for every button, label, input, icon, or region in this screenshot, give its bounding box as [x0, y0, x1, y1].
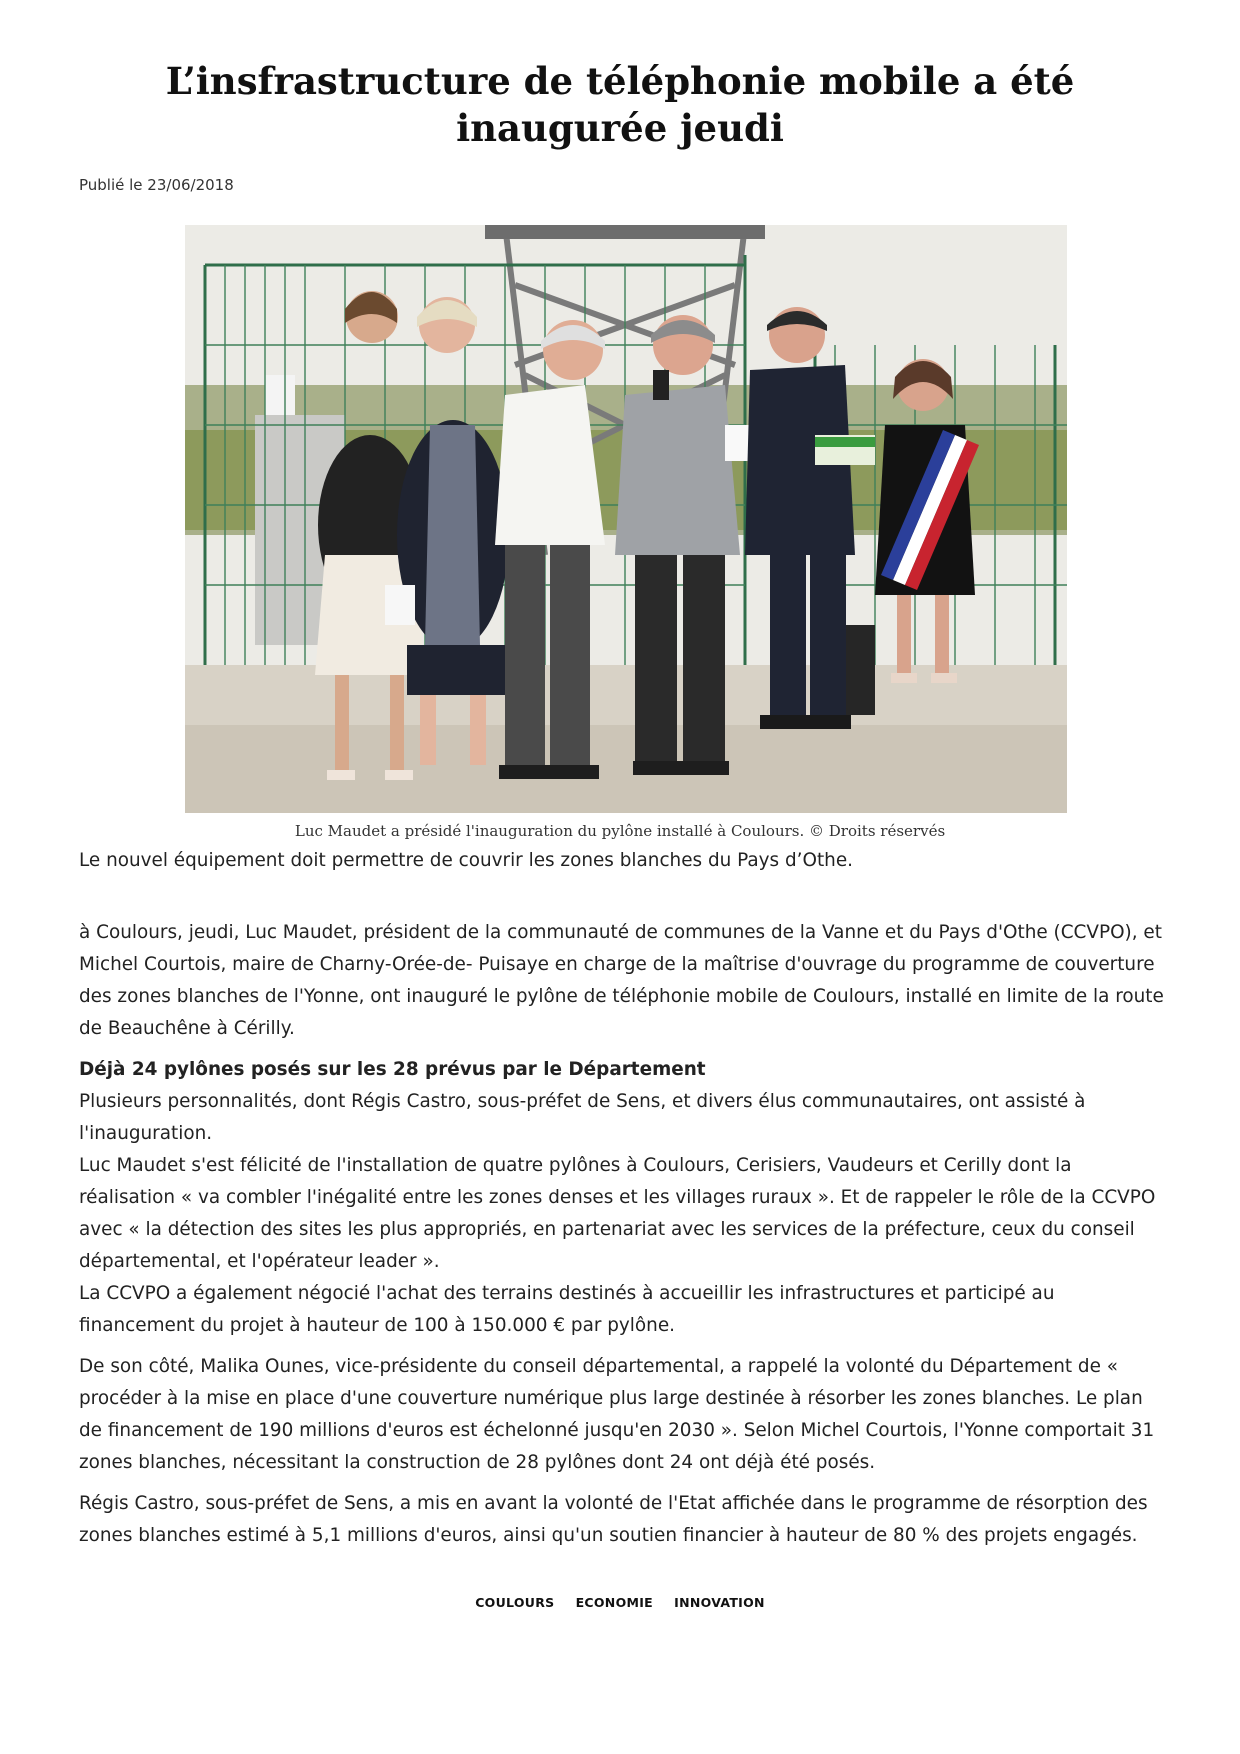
article-photo: [185, 225, 1067, 813]
inauguration-photo-illustration: [185, 225, 1067, 813]
tag-innovation[interactable]: INNOVATION: [674, 1595, 765, 1610]
section-subheading: Déjà 24 pylônes posés sur les 28 prévus par le Département: [79, 1059, 706, 1080]
paragraph: Régis Castro, sous-préfet de Sens, a mis en avant la volonté de l'Etat affichée dans le programme de résorption des zones blanches estimé à 5,1 millions d'euros, ainsi qu'un soutien financier à hauteur de 80 % des projets engagés.: [79, 1493, 1148, 1546]
article-lede: Le nouvel équipement doit permettre de couvrir les zones blanches du Pays d’Othe.: [79, 850, 853, 871]
paragraph: Plusieurs personnalités, dont Régis Castro, sous-préfet de Sens, et divers élus communautaires, ont assisté à l'inauguration.: [79, 1091, 1086, 1144]
paragraph: De son côté, Malika Ounes, vice-présidente du conseil départemental, a rappelé la volonté du Département de « procéder à la mise en place d'une couverture numérique plus large destinée à résorber les zones blanches. Le plan de financement de 190 millions d'euros est échelonné jusqu'en 2030 ». Selon Michel Courtois, l'Yonne comportait 31 zones blanches, nécessitant la construction de 28 pylônes dont 24 ont déjà été posés.: [79, 1356, 1155, 1473]
photo-caption: Luc Maudet a présidé l'inauguration du pylône installé à Coulours. © Droits réservés: [294, 822, 946, 840]
tag-coulours[interactable]: COULOURS: [475, 1595, 555, 1610]
paragraph: Luc Maudet s'est félicité de l'installation de quatre pylônes à Coulours, Cerisiers, Vaudeurs et Cerilly dont la réalisation « va combler l'inégalité entre les zones denses et les villages ruraux ». Et de rappeler le rôle de la CCVPO avec « la détection des sites les plus appropriés, en partenariat avec les services de la préfecture, ceux du conseil départemental, et l'opérateur leader ».: [79, 1155, 1156, 1272]
tag-list: [79, 1592, 1161, 1611]
publication-date: Publié le 23/06/2018: [79, 176, 234, 194]
paragraph: La CCVPO a également négocié l'achat des terrains destinés à accueillir les infrastructures et participé au financement du projet à hauteur de 100 à 150.000 € par pylône.: [79, 1283, 1055, 1336]
tag-economie[interactable]: ECONOMIE: [575, 1595, 654, 1610]
paragraph: à Coulours, jeudi, Luc Maudet, président de la communauté de communes de la Vanne et du Pays d'Othe (CCVPO), et Michel Courtois, maire de Charny-Orée-de- Puisaye en charge de la maîtrise d'ouvrage du programme de couverture des zones blanches de l'Yonne, ont inauguré le pylône de téléphonie mobile de Coulours, installé en limite de la route de Beauchêne à Cérilly.: [79, 922, 1164, 1039]
article-body: [79, 845, 1164, 1552]
article-title: L’insfrastructure de téléphonie mobile a été inaugurée jeudi: [165, 59, 1075, 150]
